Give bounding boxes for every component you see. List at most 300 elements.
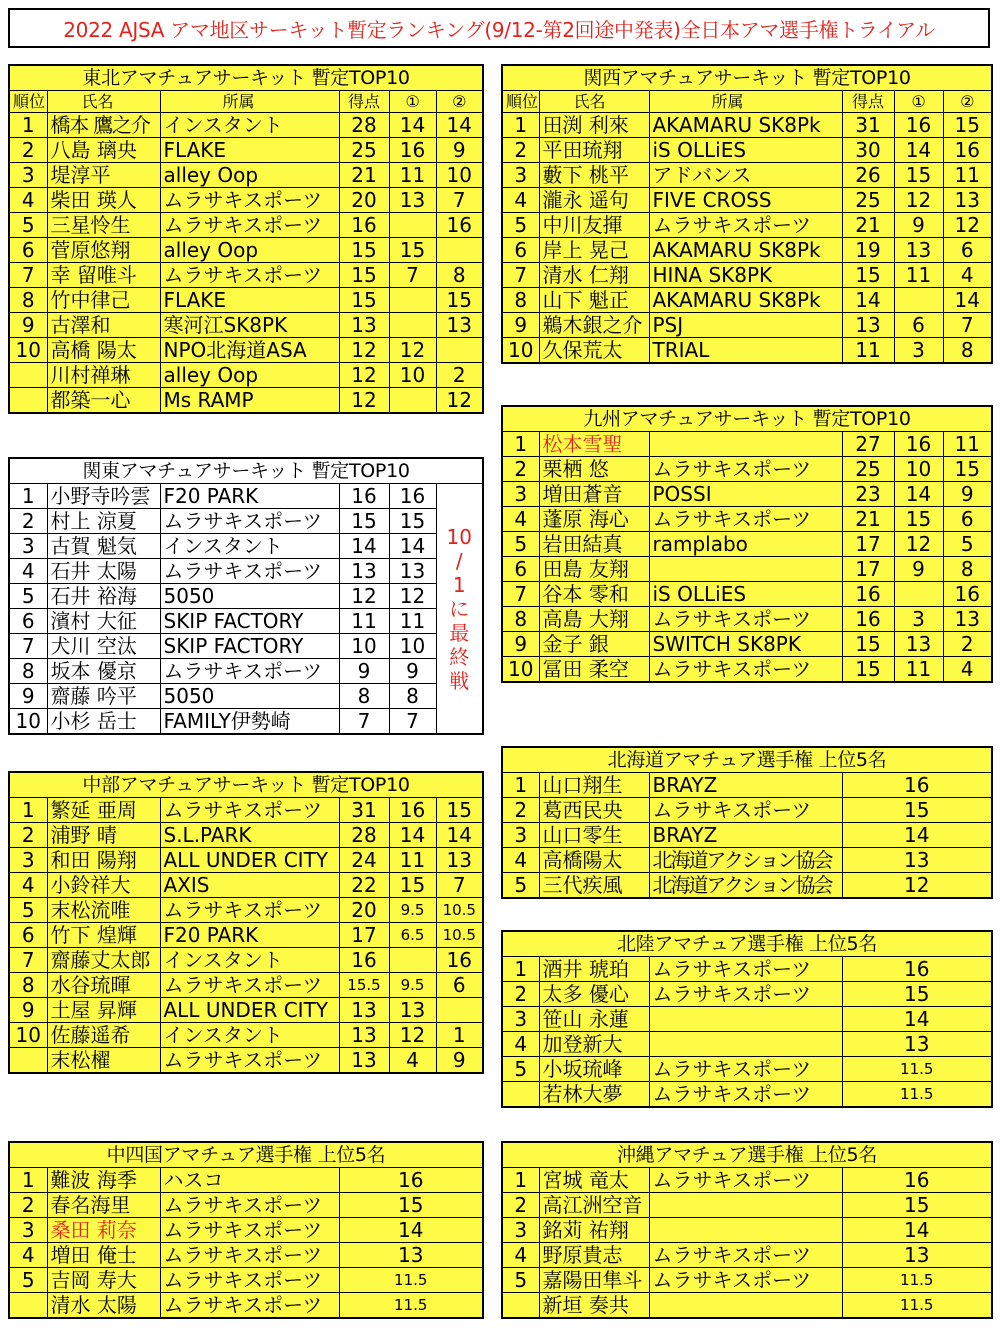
points-cell: 15 <box>339 238 389 263</box>
points-cell: 21 <box>842 507 894 532</box>
round-1-cell: 3 <box>894 338 943 364</box>
name-cell: 繁延 亜周 <box>47 798 160 823</box>
round-2-cell: 12 <box>943 213 992 238</box>
team-cell: alley Oop <box>160 238 339 263</box>
team-cell: ムラサキスポーツ <box>649 1268 842 1293</box>
table-title-row <box>9 65 483 91</box>
team-cell: F20 PARK <box>160 923 339 948</box>
table-row <box>502 482 992 507</box>
points-cell: 15 <box>339 263 389 288</box>
header-round-1: ① <box>894 91 943 113</box>
round-1-cell: 7 <box>389 709 436 735</box>
points-cell: 22 <box>339 873 389 898</box>
team-cell: 北海道アクション協会 <box>649 848 842 873</box>
round-1-cell: 9.5 <box>389 898 436 923</box>
note-char: 10 <box>446 524 472 549</box>
round-2-cell: 10 <box>436 163 483 188</box>
round-1-cell: 12 <box>389 1023 436 1048</box>
round-2-cell: 13 <box>436 313 483 338</box>
name-cell: 吉岡 寿大 <box>47 1268 160 1293</box>
round-1-cell: 11 <box>389 163 436 188</box>
rank-cell: 4 <box>9 559 47 584</box>
name-cell: 高橋 陽太 <box>47 338 160 363</box>
name-cell: 和田 陽翔 <box>47 848 160 873</box>
name-cell: 藪下 桃平 <box>539 163 649 188</box>
name-cell: 三代疾風 <box>539 873 649 899</box>
points-cell: 26 <box>842 163 894 188</box>
team-cell: ムラサキスポーツ <box>160 559 339 584</box>
rank-cell: 4 <box>9 188 47 213</box>
table-row <box>502 1168 992 1193</box>
note-char: に <box>449 596 470 621</box>
team-cell: ムラサキスポーツ <box>160 1048 339 1074</box>
table-row <box>502 1057 992 1082</box>
name-cell: 石井 裕海 <box>47 584 160 609</box>
round-1-cell: 12 <box>389 584 436 609</box>
table-row <box>502 848 992 873</box>
points-cell: 31 <box>339 798 389 823</box>
rank-cell: 9 <box>9 684 47 709</box>
team-cell <box>649 1007 842 1032</box>
table-title: 沖縄アマチュア選手権 上位5名 <box>502 1142 992 1168</box>
name-cell: 古賀 魁気 <box>47 534 160 559</box>
points-cell: 13 <box>339 559 389 584</box>
table-title-row <box>9 458 483 484</box>
name-cell: 谷本 零和 <box>539 582 649 607</box>
rank-cell: 5 <box>502 532 539 557</box>
team-cell: 北海道アクション協会 <box>649 873 842 899</box>
points-cell: 21 <box>339 163 389 188</box>
name-cell: 新垣 奏共 <box>539 1293 649 1319</box>
name-cell: 柴田 瑛人 <box>47 188 160 213</box>
panel-kansai <box>501 64 991 364</box>
name-cell: 三星怜生 <box>47 213 160 238</box>
round-2-cell: 13 <box>436 848 483 873</box>
table-row <box>9 998 483 1023</box>
points-cell: 28 <box>339 823 389 848</box>
round-1-cell: 15 <box>389 238 436 263</box>
name-cell: 堤淳平 <box>47 163 160 188</box>
name-cell: 小杉 岳士 <box>47 709 160 735</box>
table-row <box>502 557 992 582</box>
header-team: 所属 <box>649 91 842 113</box>
round-2-cell: 7 <box>436 188 483 213</box>
team-cell: ムラサキスポーツ <box>649 1057 842 1082</box>
points-cell: 13 <box>339 313 389 338</box>
rank-cell <box>502 1082 539 1108</box>
round-1-cell: 10 <box>389 634 436 659</box>
team-cell: ムラサキスポーツ <box>649 1168 842 1193</box>
round-1-cell: 16 <box>389 798 436 823</box>
round-1-cell: 11 <box>389 848 436 873</box>
table-row <box>9 948 483 973</box>
table-row <box>9 848 483 873</box>
table-row <box>9 609 483 634</box>
table-row <box>9 509 483 534</box>
points-cell: 9 <box>339 659 389 684</box>
team-cell <box>649 1218 842 1243</box>
team-cell: ムラサキスポーツ <box>649 982 842 1007</box>
points-cell: 13 <box>842 848 992 873</box>
team-cell: POSSI <box>649 482 842 507</box>
name-cell: 野原貴志 <box>539 1243 649 1268</box>
round-2-cell: 4 <box>943 263 992 288</box>
round-1-cell: 11 <box>894 263 943 288</box>
name-cell: 小野寺吟雲 <box>47 484 160 509</box>
points-cell: 8 <box>339 684 389 709</box>
round-2-cell: 8 <box>943 338 992 364</box>
table-row <box>9 163 483 188</box>
table-row <box>9 634 483 659</box>
table-row <box>502 238 992 263</box>
team-cell: ムラサキスポーツ <box>160 509 339 534</box>
team-cell: FAMILY伊勢崎 <box>160 709 339 735</box>
table-title-row <box>502 1142 992 1168</box>
name-cell: 鵜木銀之介 <box>539 313 649 338</box>
rank-cell: 3 <box>502 163 539 188</box>
team-cell: ムラサキスポーツ <box>160 1293 339 1319</box>
rank-cell: 3 <box>9 848 47 873</box>
table-row <box>9 313 483 338</box>
points-cell: 14 <box>842 288 894 313</box>
round-2-cell <box>436 238 483 263</box>
ranking-table <box>8 1141 484 1319</box>
rank-cell: 5 <box>9 898 47 923</box>
points-cell: 15 <box>842 632 894 657</box>
team-cell: NPO北海道ASA <box>160 338 339 363</box>
points-cell: 16 <box>842 607 894 632</box>
team-cell: Ms RAMP <box>160 388 339 414</box>
table-row <box>502 1243 992 1268</box>
rank-cell: 1 <box>502 957 539 982</box>
team-cell: S.L.PARK <box>160 823 339 848</box>
round-1-cell: 14 <box>389 823 436 848</box>
round-1-cell: 12 <box>894 188 943 213</box>
ranking-table <box>501 930 993 1108</box>
round-2-cell: 9 <box>436 138 483 163</box>
panel-chubu <box>8 771 482 1074</box>
points-cell: 31 <box>842 113 894 138</box>
rank-cell: 1 <box>9 1168 47 1193</box>
rank-cell: 7 <box>9 263 47 288</box>
points-cell: 13 <box>842 1243 992 1268</box>
name-cell: 蓬原 海心 <box>539 507 649 532</box>
table-title: 中部アマチュアサーキット 暫定TOP10 <box>9 772 483 798</box>
round-1-cell <box>389 213 436 238</box>
team-cell: ムラサキスポーツ <box>649 213 842 238</box>
points-cell: 12 <box>339 388 389 414</box>
rank-cell: 4 <box>9 1243 47 1268</box>
rank-cell: 1 <box>502 773 539 798</box>
rank-cell: 5 <box>9 1268 47 1293</box>
table-row <box>502 213 992 238</box>
points-cell: 15 <box>339 1193 483 1218</box>
table-row <box>502 657 992 683</box>
rank-cell: 1 <box>9 113 47 138</box>
round-1-cell: 15 <box>389 873 436 898</box>
note-char: 終 <box>449 644 470 669</box>
team-cell: iS OLLiES <box>649 138 842 163</box>
points-cell: 11.5 <box>842 1293 992 1319</box>
table-row <box>502 1007 992 1032</box>
round-2-cell: 7 <box>436 873 483 898</box>
team-cell: FIVE CROSS <box>649 188 842 213</box>
name-cell: 難波 海季 <box>47 1168 160 1193</box>
round-2-cell: 8 <box>436 263 483 288</box>
points-cell: 28 <box>339 113 389 138</box>
round-1-cell: 14 <box>894 138 943 163</box>
round-1-cell: 10 <box>894 457 943 482</box>
team-cell: FLAKE <box>160 138 339 163</box>
rank-cell: 3 <box>502 482 539 507</box>
table-row <box>502 632 992 657</box>
points-cell: 15 <box>339 288 389 313</box>
points-cell: 14 <box>842 1218 992 1243</box>
table-row <box>9 138 483 163</box>
rank-cell: 9 <box>9 313 47 338</box>
team-cell: F20 PARK <box>160 484 339 509</box>
rank-cell: 8 <box>502 288 539 313</box>
name-cell: 山下 魁正 <box>539 288 649 313</box>
name-cell: 八島 璃央 <box>47 138 160 163</box>
rank-cell: 5 <box>502 873 539 899</box>
name-cell: 平田琉翔 <box>539 138 649 163</box>
rank-cell: 1 <box>9 484 47 509</box>
table-title-row <box>502 747 992 773</box>
table-row <box>502 432 992 457</box>
round-2-cell: 15 <box>943 457 992 482</box>
points-cell: 11 <box>339 609 389 634</box>
team-cell: ALL UNDER CITY <box>160 998 339 1023</box>
name-cell: 佐藤遥希 <box>47 1023 160 1048</box>
rank-cell <box>9 1293 47 1319</box>
team-cell: AXIS <box>160 873 339 898</box>
name-cell: 浦野 晴 <box>47 823 160 848</box>
team-cell: インスタント <box>160 1023 339 1048</box>
table-row <box>9 898 483 923</box>
team-cell: BRAYZ <box>649 823 842 848</box>
round-1-cell: 4 <box>389 1048 436 1074</box>
header-points: 得点 <box>339 91 389 113</box>
name-cell: 齋藤丈太郎 <box>47 948 160 973</box>
table-title-row <box>9 772 483 798</box>
round-1-cell <box>894 288 943 313</box>
table-row <box>9 584 483 609</box>
round-1-cell <box>894 582 943 607</box>
name-cell: 清水 仁翔 <box>539 263 649 288</box>
name-cell: 銘苅 祐翔 <box>539 1218 649 1243</box>
points-cell: 16 <box>339 1168 483 1193</box>
name-cell: 葛西民央 <box>539 798 649 823</box>
table-title-row <box>9 1142 483 1168</box>
table-row <box>9 684 483 709</box>
points-cell: 14 <box>842 823 992 848</box>
header-round-2: ② <box>436 91 483 113</box>
name-cell: 春名海里 <box>47 1193 160 1218</box>
team-cell: インスタント <box>160 113 339 138</box>
name-cell: 末松櫂 <box>47 1048 160 1074</box>
rank-cell: 3 <box>9 163 47 188</box>
table-row <box>9 659 483 684</box>
name-cell: 村上 涼夏 <box>47 509 160 534</box>
points-cell: 15 <box>842 982 992 1007</box>
team-cell: alley Oop <box>160 163 339 188</box>
round-1-cell <box>389 313 436 338</box>
points-cell: 13 <box>339 998 389 1023</box>
round-2-cell: 15 <box>943 113 992 138</box>
round-2-cell: 4 <box>943 657 992 683</box>
table-row <box>502 1032 992 1057</box>
rank-cell: 8 <box>9 659 47 684</box>
round-2-cell: 16 <box>436 213 483 238</box>
round-2-cell: 6 <box>943 507 992 532</box>
round-2-cell: 15 <box>436 288 483 313</box>
table-row <box>502 798 992 823</box>
team-cell: ムラサキスポーツ <box>649 798 842 823</box>
table-row <box>502 507 992 532</box>
rank-cell: 5 <box>502 213 539 238</box>
round-2-cell: 13 <box>943 188 992 213</box>
round-1-cell: 11 <box>389 609 436 634</box>
rank-cell: 5 <box>502 1268 539 1293</box>
round-2-cell: 11 <box>943 432 992 457</box>
points-cell: 12 <box>842 873 992 899</box>
points-cell: 12 <box>339 584 389 609</box>
ranking-table <box>8 457 484 735</box>
team-cell: AKAMARU SK8Pk <box>649 238 842 263</box>
name-cell: 幸 留唯斗 <box>47 263 160 288</box>
team-cell: ムラサキスポーツ <box>649 657 842 683</box>
rank-cell: 1 <box>502 113 539 138</box>
round-1-cell: 10 <box>389 363 436 388</box>
name-cell: 高江洲空音 <box>539 1193 649 1218</box>
team-cell: ムラサキスポーツ <box>649 1243 842 1268</box>
rank-cell: 10 <box>502 338 539 364</box>
note-char: 最 <box>449 620 470 645</box>
rank-cell: 9 <box>502 632 539 657</box>
name-cell: 増田 俺士 <box>47 1243 160 1268</box>
table-row <box>502 773 992 798</box>
note-char: 戦 <box>449 668 470 693</box>
points-cell: 17 <box>842 557 894 582</box>
points-cell: 25 <box>339 138 389 163</box>
name-cell: 橋本 鷹之介 <box>47 113 160 138</box>
rank-cell: 1 <box>9 798 47 823</box>
round-2-cell: 15 <box>436 798 483 823</box>
points-cell: 19 <box>842 238 894 263</box>
rank-cell: 5 <box>502 1057 539 1082</box>
table-row <box>9 1218 483 1243</box>
ranking-table <box>501 1141 993 1319</box>
name-cell: 栗栖 悠 <box>539 457 649 482</box>
header-rank: 順位 <box>502 91 539 113</box>
ranking-table <box>501 64 993 364</box>
team-cell: AKAMARU SK8Pk <box>649 113 842 138</box>
team-cell: FLAKE <box>160 288 339 313</box>
points-cell: 27 <box>842 432 894 457</box>
name-cell: 太多 優心 <box>539 982 649 1007</box>
rank-cell: 2 <box>502 982 539 1007</box>
round-1-cell: 7 <box>389 263 436 288</box>
table-row <box>502 457 992 482</box>
round-1-cell: 11 <box>894 657 943 683</box>
table-row <box>502 313 992 338</box>
round-1-cell: 12 <box>389 338 436 363</box>
team-cell: ムラサキスポーツ <box>649 457 842 482</box>
team-cell: ムラサキスポーツ <box>160 659 339 684</box>
points-cell: 14 <box>842 1007 992 1032</box>
table-row <box>9 1293 483 1319</box>
table-row <box>9 188 483 213</box>
name-cell: 瀧永 遥句 <box>539 188 649 213</box>
rank-cell: 3 <box>9 1218 47 1243</box>
name-cell: 高橋陽太 <box>539 848 649 873</box>
points-cell: 12 <box>339 363 389 388</box>
team-cell: インスタント <box>160 534 339 559</box>
table-row <box>502 1193 992 1218</box>
round-2-cell: 9 <box>943 482 992 507</box>
points-cell: 15 <box>339 509 389 534</box>
points-cell: 15 <box>842 263 894 288</box>
team-cell: ムラサキスポーツ <box>160 1193 339 1218</box>
team-cell: インスタント <box>160 948 339 973</box>
header-name: 氏名 <box>47 91 160 113</box>
table-row <box>502 163 992 188</box>
panel-kanto <box>8 457 482 735</box>
table-title: 関西アマチュアサーキット 暫定TOP10 <box>502 65 992 91</box>
points-cell: 13 <box>339 1243 483 1268</box>
rank-cell: 6 <box>502 238 539 263</box>
points-cell: 13 <box>339 1023 389 1048</box>
table-title-row <box>502 931 992 957</box>
name-cell: 水谷琉暉 <box>47 973 160 998</box>
rank-cell: 7 <box>502 263 539 288</box>
rank-cell: 4 <box>502 507 539 532</box>
team-cell <box>649 432 842 457</box>
points-cell: 16 <box>339 213 389 238</box>
table-title: 北海道アマチュア選手権 上位5名 <box>502 747 992 773</box>
table-row <box>9 534 483 559</box>
round-2-cell: 10.5 <box>436 898 483 923</box>
table-header-row <box>502 91 992 113</box>
round-2-cell: 7 <box>943 313 992 338</box>
panel-kyushu <box>501 405 991 683</box>
name-cell: 松本雪聖 <box>539 432 649 457</box>
table-row <box>9 1048 483 1074</box>
round-1-cell: 13 <box>894 632 943 657</box>
name-cell: 冨田 柔空 <box>539 657 649 683</box>
points-cell: 11.5 <box>842 1268 992 1293</box>
name-cell: 土屋 昇輝 <box>47 998 160 1023</box>
team-cell: iS OLLiES <box>649 582 842 607</box>
name-cell: 小坂琉峰 <box>539 1057 649 1082</box>
name-cell: 菅原悠翔 <box>47 238 160 263</box>
name-cell: 坂本 優京 <box>47 659 160 684</box>
table-row <box>502 288 992 313</box>
round-2-cell: 6 <box>436 973 483 998</box>
points-cell: 16 <box>339 948 389 973</box>
rank-cell <box>502 1293 539 1319</box>
ranking-table <box>8 771 484 1074</box>
rank-cell: 2 <box>9 823 47 848</box>
rank-cell: 8 <box>9 973 47 998</box>
round-2-cell <box>436 338 483 363</box>
table-title: 中四国アマチュア選手権 上位5名 <box>9 1142 483 1168</box>
team-cell: 5050 <box>160 584 339 609</box>
name-cell: 古澤和 <box>47 313 160 338</box>
table-row <box>502 982 992 1007</box>
rank-cell: 8 <box>9 288 47 313</box>
